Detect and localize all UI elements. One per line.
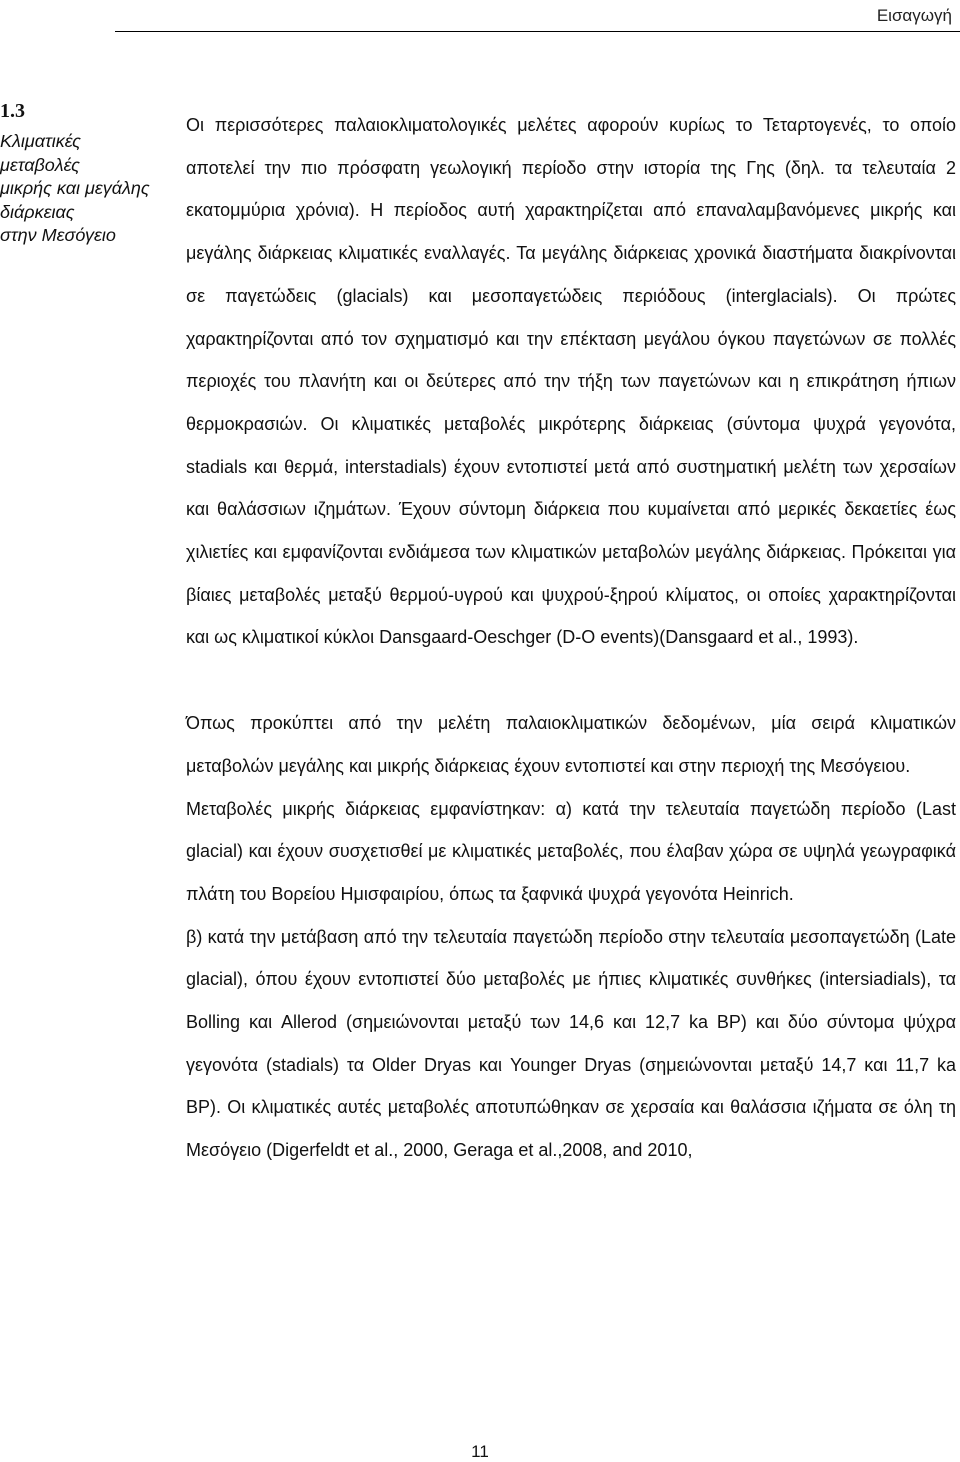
section-title-line: στην Μεσόγειο: [0, 225, 116, 245]
section-title-line: διάρκειας: [0, 201, 75, 222]
body-text: [186, 104, 956, 1172]
paragraph: β) κατά την μετάβαση από την τελευταία παγετώδη περίοδο στην τελευταία μεσοπαγετώδη (Late glacial), όπου έχουν εντοπιστεί δύο μεταβολές με ήπιες κλιματικές συνθήκες (intersiadials), τα Bolling και Allerod (σημειώνονται μεταξύ των 14,6 και 12,7 ka BP) και δύο σύντομα ψύχρα γεγονότα (stadials) τα Older Dryas και Younger Dryas (σημειώνονται μεταξύ 14,7 και 11,7 ka BP). Οι κλιματικές αυτές μεταβολές αποτυπώθηκαν σε χερσαία και θαλάσσια ιζήματα σε όλη τη Μεσόγειο (Digerfeldt et al., 2000, Geraga et al.,2008, and 2010,: [186, 926, 956, 1161]
section-number: 1.3: [0, 100, 25, 122]
page-number: 11: [471, 1442, 489, 1461]
paragraph: Μεταβολές μικρής διάρκειας εμφανίστηκαν: α) κατά την τελευταία παγετώδη περίοδο (Last glacial) και έχουν συσχετισθεί με κλιματικές μεταβολές, που έλαβαν χώρα σε υψηλά γεωγραφικά πλάτη του Βορείου Ημισφαιρίου, όπως τα ξαφνικά ψυχρά γεγονότα Heinrich.: [186, 798, 956, 904]
section-title-line: μικρής και μεγάλης: [0, 178, 150, 198]
paragraph: Οι περισσότερες παλαιοκλιματολογικές μελέτες αφορούν κυρίως το Τεταρτογενές, το οποίο αποτελεί την πιο πρόσφατη γεωλογική περίοδο στην ιστορία της Γης (δηλ. τα τελευταία 2 εκατομμύρια χρόνια). Η περίοδος αυτή χαρακτηρίζεται από επαναλαμβανόμενες μικρής και μεγάλης διάρκειας κλιματικές εναλλαγές. Τα μεγάλης διάρκειας χρονικά διαστήματα διακρίνονται σε παγετώδεις (glacials) και μεσοπαγετώδεις περιόδους (interglacials). Οι πρώτες χαρακτηρίζονται από τον σχηματισμό και την επέκταση μεγάλου όγκου παγετώνων σε πολλές περιοχές του πλανήτη και οι δεύτερες από την τήξη των παγετώνων και η επικράτηση ήπιων θερμοκρασιών. Οι κλιματικές μεταβολές μικρότερης διάρκειας (σύντομα ψυχρά γεγονότα, stadials και θερμά, interstadials) έχουν εντοπιστεί μετά από συστηματική μελέτη των χερσαίων και θαλάσσιων ιζημάτων. Έχουν σύντομη διάρκεια που κυμαίνεται από μερικές δεκαετίες έως χιλιετίες και εμφανίζονται ενδιάμεσα των κλιματικών μεταβολών μεγάλης διάρκειας. Πρόκειται για βίαιες μεταβολές μεταξύ θερμού-υγρού και ψυχρού-ξηρού κλίματος, οι οποίες χαρακτηρίζονται και ως κλιματικοί κύκλοι Dansgaard-Oeschger (D-O events)(Dansgaard et al., 1993).: [186, 115, 956, 648]
section-title-line: Κλιματικές: [0, 131, 81, 151]
header-rule: [115, 31, 960, 32]
section-title: [0, 130, 200, 248]
section-title-line: μεταβολές: [0, 154, 80, 175]
running-header: Εισαγωγή: [876, 6, 952, 25]
paragraph: Όπως προκύπτει από την μελέτη παλαιοκλιματικών δεδομένων, μία σειρά κλιματικών μεταβολών μεγάλης και μικρής διάρκειας έχουν εντοπιστεί και στην περιοχή της Μεσόγειου.: [186, 713, 956, 776]
